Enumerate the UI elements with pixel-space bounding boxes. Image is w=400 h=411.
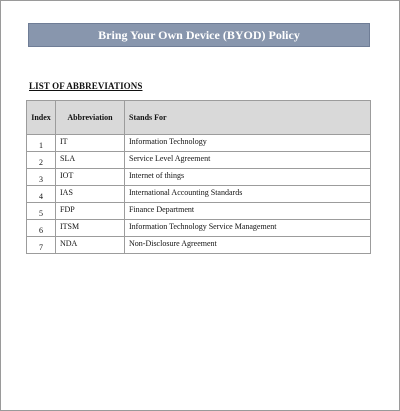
document-title-banner: Bring Your Own Device (BYOD) Policy bbox=[28, 23, 370, 47]
row-index: 4 bbox=[27, 186, 56, 203]
table-row bbox=[27, 169, 371, 186]
row-abbreviation: NDA bbox=[56, 237, 125, 254]
row-abbreviation: FDP bbox=[56, 203, 125, 220]
row-abbreviation: IAS bbox=[56, 186, 125, 203]
row-index: 5 bbox=[27, 203, 56, 220]
row-stands-for: Non-Disclosure Agreement bbox=[125, 237, 371, 254]
row-stands-for: Internet of things bbox=[125, 169, 371, 186]
header-stands-for: Stands For bbox=[125, 101, 371, 135]
table-header-row bbox=[27, 101, 371, 135]
row-index: 1 bbox=[27, 135, 56, 152]
table-row bbox=[27, 152, 371, 169]
table-row bbox=[27, 135, 371, 152]
row-abbreviation: IT bbox=[56, 135, 125, 152]
row-index: 3 bbox=[27, 169, 56, 186]
header-abbreviation: Abbreviation bbox=[56, 101, 125, 135]
row-stands-for: Information Technology bbox=[125, 135, 371, 152]
row-stands-for: Finance Department bbox=[125, 203, 371, 220]
row-index: 2 bbox=[27, 152, 56, 169]
row-stands-for: Information Technology Service Management bbox=[125, 220, 371, 237]
table-row bbox=[27, 203, 371, 220]
row-abbreviation: IOT bbox=[56, 169, 125, 186]
abbreviations-table bbox=[26, 100, 371, 254]
row-index: 7 bbox=[27, 237, 56, 254]
section-heading: LIST OF ABBREVIATIONS bbox=[29, 81, 143, 91]
table-row bbox=[27, 237, 371, 254]
table-row bbox=[27, 186, 371, 203]
header-index: Index bbox=[27, 101, 56, 135]
row-stands-for: Service Level Agreement bbox=[125, 152, 371, 169]
row-index: 6 bbox=[27, 220, 56, 237]
row-abbreviation: SLA bbox=[56, 152, 125, 169]
row-stands-for: International Accounting Standards bbox=[125, 186, 371, 203]
row-abbreviation: ITSM bbox=[56, 220, 125, 237]
table-row bbox=[27, 220, 371, 237]
